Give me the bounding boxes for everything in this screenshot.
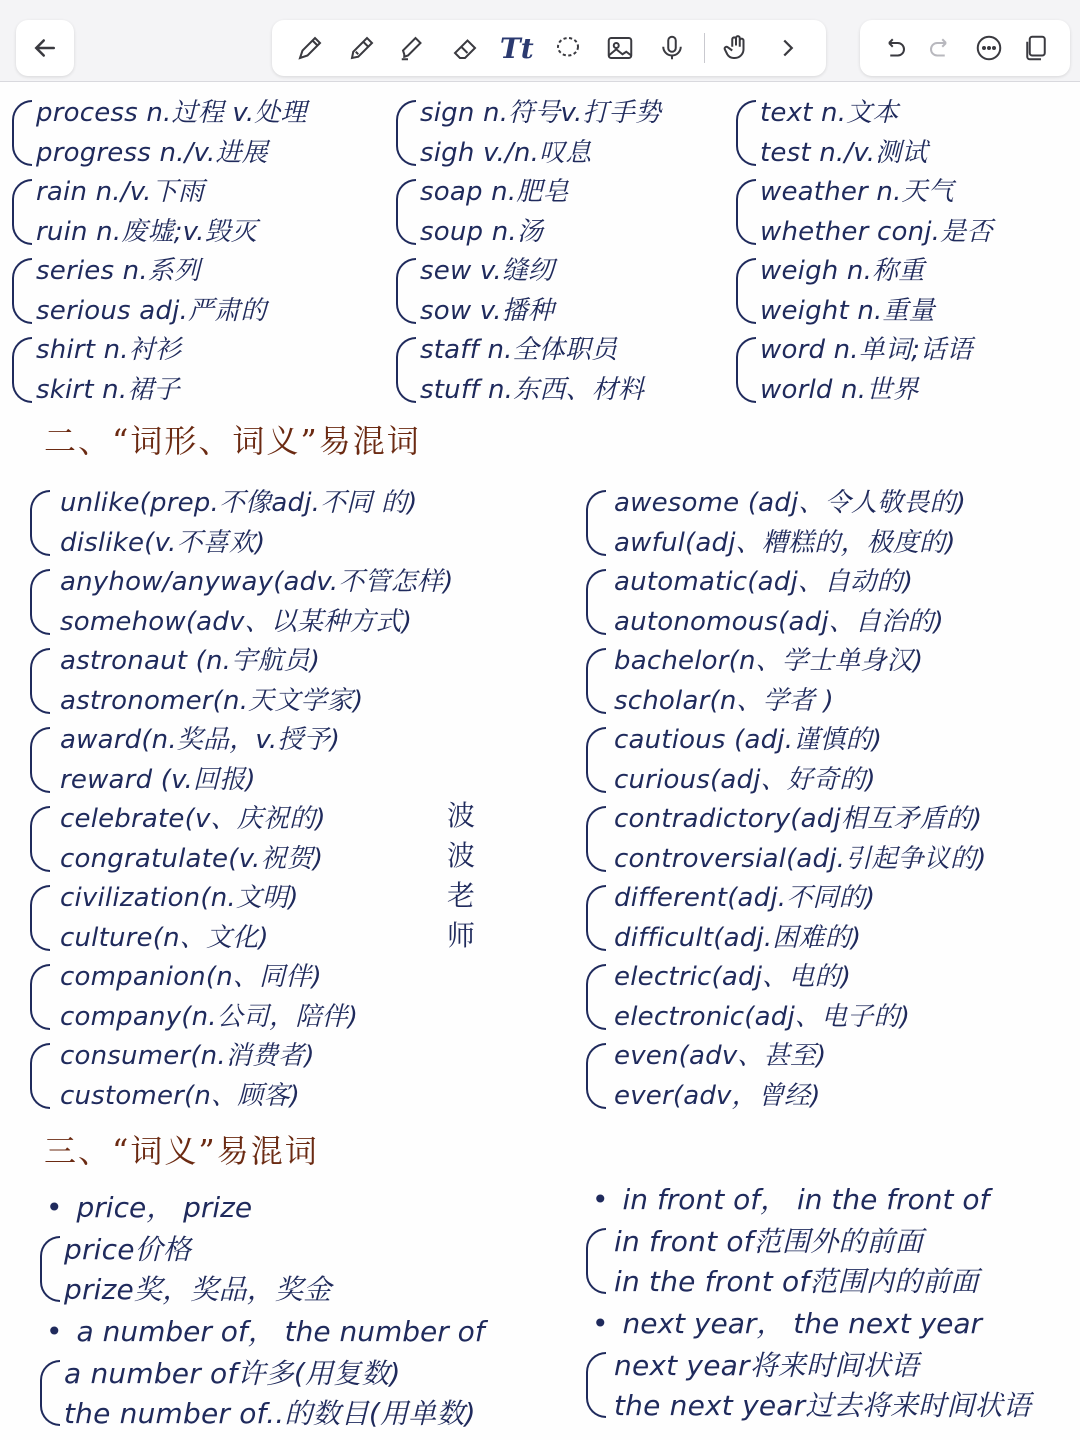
- word-entry: anyhow/anyway(adv.不管怎样): [60, 567, 454, 597]
- brace: [30, 490, 50, 556]
- word-entry: prize奖，奖品，奖金: [64, 1273, 332, 1306]
- back-button[interactable]: [16, 20, 74, 76]
- word-entry: automatic(adj、自动的): [614, 567, 914, 597]
- brace: [736, 258, 756, 324]
- word-entry: progress n./v.进展: [36, 138, 268, 168]
- word-entry: serious adj.严肃的: [36, 296, 267, 326]
- word-entry: companion(n、同伴): [60, 962, 322, 992]
- word-entry: awesome (adj、令人敬畏的): [614, 488, 966, 518]
- brace: [30, 648, 50, 714]
- section-heading: 二、“词形、词义”易混词: [44, 422, 421, 460]
- arrow-left-icon: [25, 28, 65, 68]
- bullet-item: • next year， the next year: [592, 1302, 982, 1342]
- brace: [396, 100, 416, 166]
- word-entry: bachelor(n、学士单身汉): [614, 646, 924, 676]
- word-entry: soup n.汤: [420, 217, 544, 247]
- pen-icon[interactable]: [290, 28, 330, 68]
- word-entry: the next year过去将来时间状语: [614, 1389, 1031, 1422]
- word-entry: award(n.奖品，v.授予): [60, 725, 341, 755]
- word-entry: cautious (adj.谨慎的): [614, 725, 883, 755]
- word-entry: electronic(adj、电子的): [614, 1002, 911, 1032]
- lasso-icon[interactable]: [548, 28, 588, 68]
- more-icon[interactable]: [969, 28, 1009, 68]
- brace: [30, 1043, 50, 1109]
- author-signature: [446, 796, 476, 956]
- word-entry: price价格: [64, 1233, 192, 1266]
- brace: [736, 100, 756, 166]
- word-entry: weigh n.称重: [760, 256, 925, 286]
- word-entry: whether conj.是否: [760, 217, 993, 247]
- word-entry: sign n.符号v.打手势: [420, 98, 662, 128]
- brace: [586, 569, 606, 635]
- word-entry: reward (v.回报): [60, 765, 256, 795]
- brace: [586, 648, 606, 714]
- brace: [586, 885, 606, 951]
- toolbar-divider: [704, 33, 705, 63]
- undo-icon[interactable]: [874, 28, 914, 68]
- word-entry: dislike(v.不喜欢): [60, 528, 266, 558]
- word-entry: weight n.重量: [760, 296, 935, 326]
- word-entry: even(adv、甚至): [614, 1041, 827, 1071]
- brace: [30, 964, 50, 1030]
- eraser-icon[interactable]: [445, 28, 485, 68]
- word-entry: ever(adv，曾经): [614, 1081, 821, 1111]
- word-entry: company(n.公司，陪伴): [60, 1002, 359, 1032]
- word-entry: next year将来时间状语: [614, 1349, 919, 1382]
- bullet-item: • in front of， in the front of: [592, 1178, 989, 1218]
- word-entry: electric(adj、电的): [614, 962, 852, 992]
- word-entry: skirt n.裙子: [36, 375, 180, 405]
- pencil-icon[interactable]: [342, 28, 382, 68]
- brace: [30, 885, 50, 951]
- image-icon[interactable]: [600, 28, 640, 68]
- word-entry: scholar(n、学者 ): [614, 686, 834, 716]
- word-entry: process n.过程 v.处理: [36, 98, 307, 128]
- brace: [586, 727, 606, 793]
- brace: [12, 258, 32, 324]
- brace: [586, 1228, 606, 1294]
- microphone-icon[interactable]: [652, 28, 692, 68]
- brace: [586, 964, 606, 1030]
- word-entry: different(adj.不同的): [614, 883, 876, 913]
- chevron-right-icon[interactable]: [768, 28, 808, 68]
- word-entry: autonomous(adj、自治的): [614, 607, 944, 637]
- brace: [30, 727, 50, 793]
- word-entry: consumer(n.消费者): [60, 1041, 315, 1071]
- brace: [736, 337, 756, 403]
- word-entry: controversial(adj.引起争议的): [614, 844, 987, 874]
- brace: [586, 1043, 606, 1109]
- word-entry: congratulate(v.祝贺): [60, 844, 324, 874]
- word-entry: sow v.播种: [420, 296, 555, 326]
- signature-char: 波: [446, 799, 475, 832]
- signature-char: 波: [446, 839, 475, 872]
- brace: [30, 806, 50, 872]
- brace: [12, 337, 32, 403]
- brace: [396, 337, 416, 403]
- tool-palette: [272, 20, 826, 76]
- brace: [586, 1352, 606, 1418]
- word-entry: customer(n、顾客): [60, 1081, 300, 1111]
- word-entry: difficult(adj.困难的): [614, 923, 862, 953]
- word-entry: civilization(n.文明): [60, 883, 299, 913]
- word-entry: word n.单词;话语: [760, 335, 973, 365]
- brace: [40, 1360, 60, 1426]
- brace: [586, 490, 606, 556]
- word-entry: soap n.肥皂: [420, 177, 569, 207]
- text-tool[interactable]: Tt: [499, 31, 534, 65]
- signature-char: 老: [446, 879, 475, 912]
- word-entry: unlike(prep.不像adj.不同 的): [60, 488, 418, 518]
- action-palette: [860, 20, 1070, 76]
- word-entry: stuff n.东西、材料: [420, 375, 645, 405]
- brace: [12, 179, 32, 245]
- bullet-item: • price， prize: [46, 1186, 252, 1226]
- hand-pointer-icon[interactable]: [716, 28, 756, 68]
- word-entry: shirt n.衬衫: [36, 335, 182, 365]
- word-entry: rain n./v.下雨: [36, 177, 205, 207]
- word-entry: test n./v.测试: [760, 138, 928, 168]
- section-heading: 三、“词义”易混词: [44, 1132, 319, 1170]
- word-entry: sigh v./n.叹息: [420, 138, 592, 168]
- word-entry: world n.世界: [760, 375, 919, 405]
- note-canvas[interactable]: [0, 82, 1080, 1440]
- redo-icon[interactable]: [921, 28, 961, 68]
- word-entry: awful(adj、糟糕的，极度的): [614, 528, 956, 558]
- brace: [30, 569, 50, 635]
- word-entry: the number of..的数目(用单数): [64, 1397, 476, 1430]
- word-entry: in the front of范围内的前面: [614, 1265, 979, 1298]
- brace: [586, 806, 606, 872]
- toolbar: [0, 0, 1080, 82]
- signature-char: 师: [446, 919, 475, 952]
- word-entry: sew v.缝纫: [420, 256, 555, 286]
- word-entry: weather n.天气: [760, 177, 954, 207]
- pages-icon[interactable]: [1016, 28, 1056, 68]
- brace: [12, 100, 32, 166]
- word-entry: culture(n、文化): [60, 923, 269, 953]
- word-entry: celebrate(v、庆祝的): [60, 804, 326, 834]
- bullet-item: • a number of， the number of: [46, 1310, 485, 1350]
- word-entry: in front of范围外的前面: [614, 1225, 923, 1258]
- word-entry: staff n.全体职员: [420, 335, 618, 365]
- word-entry: text n.文本: [760, 98, 899, 128]
- word-entry: astronomer(n.天文学家): [60, 686, 364, 716]
- word-entry: ruin n.废墟;v.毁灭: [36, 217, 257, 247]
- highlighter-icon[interactable]: [393, 28, 433, 68]
- word-entry: astronaut (n.宇航员): [60, 646, 321, 676]
- word-entry: a number of许多(用复数): [64, 1357, 401, 1390]
- word-entry: series n.系列: [36, 256, 201, 286]
- word-entry: somehow(adv、以某种方式): [60, 607, 413, 637]
- brace: [396, 258, 416, 324]
- brace: [40, 1236, 60, 1302]
- brace: [736, 179, 756, 245]
- brace: [396, 179, 416, 245]
- word-entry: curious(adj、好奇的): [614, 765, 876, 795]
- word-entry: contradictory(adj相互矛盾的): [614, 804, 983, 834]
